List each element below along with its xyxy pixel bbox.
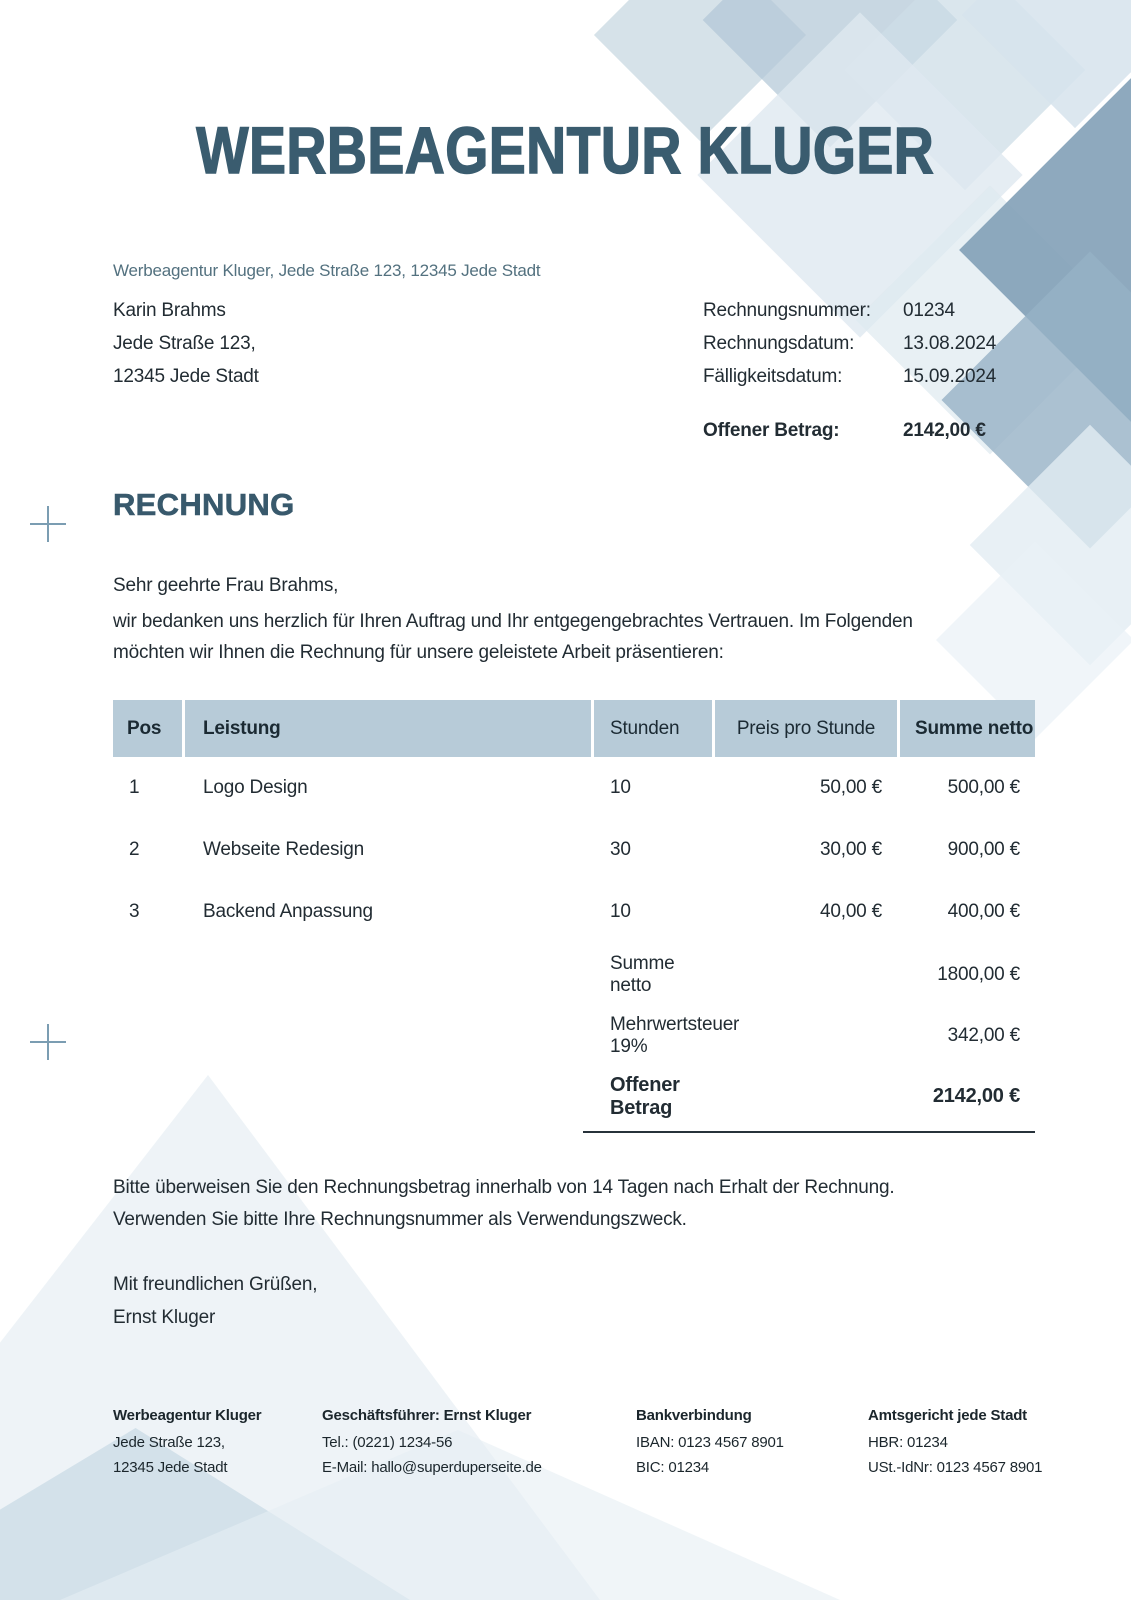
recipient-street: Jede Straße 123, [113,333,256,354]
footer-line: HBR: 01234 [868,1433,948,1451]
footer-line: BIC: 01234 [636,1459,710,1476]
cell-preis: 30,00 € [820,839,882,860]
totals-divider [583,1131,1035,1133]
open-amount-row [703,420,986,442]
recipient-city: 12345 Jede Stadt [113,366,259,387]
total-value: 1800,00 € [937,963,1020,985]
regards-line: Mit freundlichen Grüßen, [113,1274,318,1295]
total-row-open-amount [113,1066,1035,1127]
footer-column-company [113,1403,261,1481]
footer-column-contact [322,1403,542,1481]
cell-pos: 2 [129,839,140,860]
due-date-value: 15.09.2024 [903,365,997,387]
footer-column-title: Geschäftsführer: Ernst Kluger [322,1407,532,1424]
plus-decoration-icon [30,1024,66,1060]
sender-address-line: Werbeagentur Kluger, Jede Straße 123, 12345 Jede Stadt [113,261,541,280]
footer-column-bank [636,1403,784,1481]
cell-summe: 900,00 € [947,839,1020,860]
invoice-number-label: Rechnungsnummer: [703,299,871,321]
footer-line: E-Mail: hallo@superduperseite.de [322,1459,542,1476]
column-header-pos: Pos [113,700,185,757]
cell-leistung: Logo Design [203,777,308,798]
cell-preis: 50,00 € [820,777,882,798]
signature-block [113,1268,317,1334]
intro-paragraph [113,606,913,668]
total-label: Summe netto [610,952,675,996]
recipient-name: Karin Brahms [113,300,226,321]
footer-column-title: Bankverbindung [636,1407,752,1424]
column-header-summe: Summe netto [900,700,1035,757]
invoice-number-value: 01234 [903,299,955,321]
payment-note-line-2: Verwenden Sie bitte Ihre Rechnungsnummer als Verwendungszweck. [113,1209,687,1230]
footer-line: 12345 Jede Stadt [113,1459,228,1476]
payment-note [113,1172,894,1236]
due-date-label: Fälligkeitsdatum: [703,365,843,387]
total-label: Offener Betrag [610,1073,680,1119]
totals-block [113,944,1035,1127]
table-row [113,757,1035,819]
meta-row-invoice-number [703,294,996,327]
company-title [0,112,1131,188]
plus-decoration-icon [30,506,66,542]
cell-summe: 500,00 € [947,777,1020,798]
footer-line: USt.-IdNr: 0123 4567 8901 [868,1459,1043,1476]
total-value: 342,00 € [947,1024,1020,1046]
invoice-date-label: Rechnungsdatum: [703,332,855,354]
cell-leistung: Backend Anpassung [203,901,373,922]
total-label: Mehrwertsteuer 19% [610,1013,740,1057]
items-table [113,700,1035,943]
total-row-netto [113,944,1035,1005]
cell-stunden: 30 [610,839,631,860]
table-header-row [113,700,1035,757]
column-header-preis: Preis pro Stunde [715,700,900,757]
cell-stunden: 10 [610,901,631,922]
cell-pos: 3 [129,901,140,922]
open-amount-value: 2142,00 € [903,420,986,441]
footer-column-title: Werbeagentur Kluger [113,1407,262,1424]
recipient-block [113,294,259,393]
intro-line-1: wir bedanken uns herzlich für Ihren Auftrag und Ihr entgegengebrachtes Vertrauen. Im Folgenden [113,611,913,632]
signature-name: Ernst Kluger [113,1307,216,1328]
company-title-text: WERBEAGENTUR KLUGER [196,113,935,187]
cell-leistung: Webseite Redesign [203,839,365,860]
total-row-vat [113,1005,1035,1066]
meta-row-due-date [703,360,996,393]
footer-column-title: Amtsgericht jede Stadt [868,1407,1027,1424]
column-header-stunden: Stunden [594,700,715,757]
table-row [113,881,1035,943]
intro-line-2: möchten wir Ihnen die Rechnung für unsere geleistete Arbeit präsentieren: [113,642,724,663]
column-header-leistung: Leistung [185,700,594,757]
total-value: 2142,00 € [932,1085,1020,1107]
meta-row-invoice-date [703,327,996,360]
table-row [113,819,1035,881]
footer-column-registry [868,1403,1042,1481]
footer-line: IBAN: 0123 4567 8901 [636,1433,784,1451]
footer-line: Tel.: (0221) 1234-56 [322,1433,453,1451]
cell-preis: 40,00 € [820,901,882,922]
open-amount-label: Offener Betrag: [703,420,840,441]
page-title: RECHNUNG [113,487,295,522]
invoice-date-value: 13.08.2024 [903,332,997,354]
cell-summe: 400,00 € [947,901,1020,922]
salutation: Sehr geehrte Frau Brahms, [113,575,339,596]
payment-note-line-1: Bitte überweisen Sie den Rechnungsbetrag innerhalb von 14 Tagen nach Erhalt der Rechnung. [113,1177,895,1198]
cell-stunden: 10 [610,777,631,798]
invoice-meta [703,294,996,393]
footer-line: Jede Straße 123, [113,1433,225,1451]
cell-pos: 1 [129,777,140,798]
